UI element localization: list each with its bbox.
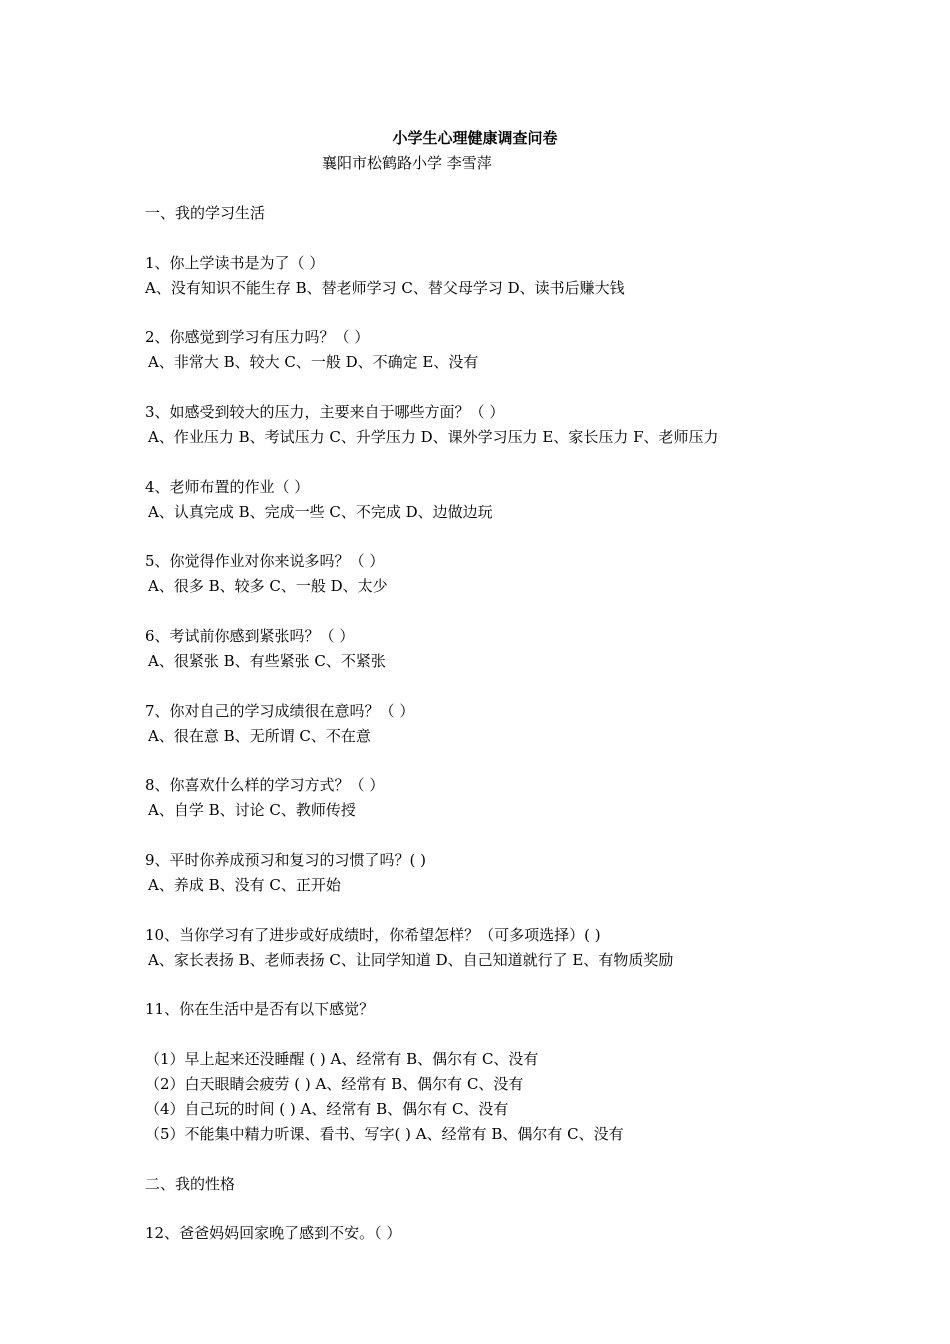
question-5: 5、你觉得作业对你来说多吗？（ ） — [145, 552, 385, 570]
question-12: 12、爸爸妈妈回家晚了感到不安。（ ） — [145, 1224, 402, 1242]
question-10-options: A、家长表扬 B、老师表扬 C、让同学知道 D、自己知道就行了 E、有物质奖励 — [148, 951, 674, 969]
question-11-item-2: （2）白天眼睛会疲劳 ( ) A、经常有 B、偶尔有 C、没有 — [145, 1075, 524, 1093]
document-subtitle: 襄阳市松鹤路小学 李雪萍 — [322, 154, 492, 172]
question-3-options: A、作业压力 B、考试压力 C、升学压力 D、课外学习压力 E、家长压力 F、老师压力 — [148, 428, 719, 446]
question-11-item-4: （4）自己玩的时间 ( ) A、经常有 B、偶尔有 C、没有 — [145, 1100, 509, 1118]
question-11-item-5: （5）不能集中精力听课、看书、写字( ) A、经常有 B、偶尔有 C、没有 — [145, 1125, 624, 1143]
section-heading-1: 一、我的学习生活 — [145, 204, 266, 222]
question-7: 7、你对自己的学习成绩很在意吗？（ ） — [145, 702, 415, 720]
question-11-item-1: （1）早上起来还没睡醒 ( ) A、经常有 B、偶尔有 C、没有 — [145, 1050, 539, 1068]
question-3: 3、如感受到较大的压力，主要来自于哪些方面？（ ） — [145, 403, 505, 421]
question-1: 1、你上学读书是为了（ ） — [145, 254, 325, 272]
question-9-options: A、养成 B、没有 C、正开始 — [148, 876, 341, 894]
question-2: 2、你感觉到学习有压力吗？（ ） — [145, 328, 370, 346]
document-title: 小学生心理健康调查问卷 — [392, 129, 558, 147]
question-4: 4、老师布置的作业（ ） — [145, 478, 310, 496]
question-7-options: A、很在意 B、无所谓 C、不在意 — [148, 727, 371, 745]
question-2-options: A、非常大 B、较大 C、一般 D、不确定 E、没有 — [148, 353, 479, 371]
question-5-options: A、很多 B、较多 C、一般 D、太少 — [148, 577, 388, 595]
question-11: 11、你在生活中是否有以下感觉？ — [145, 1000, 375, 1018]
question-8: 8、你喜欢什么样的学习方式？（ ） — [145, 776, 385, 794]
question-6: 6、考试前你感到紧张吗？（ ） — [145, 627, 355, 645]
section-heading-2: 二、我的性格 — [145, 1175, 236, 1193]
question-8-options: A、自学 B、讨论 C、教师传授 — [148, 801, 356, 819]
question-1-options: A、没有知识不能生存 B、替老师学习 C、替父母学习 D、读书后赚大钱 — [145, 279, 625, 297]
question-9: 9、平时你养成预习和复习的习惯了吗？( ) — [145, 851, 427, 869]
question-4-options: A、认真完成 B、完成一些 C、不完成 D、边做边玩 — [148, 503, 493, 521]
question-10: 10、当你学习有了进步或好成绩时，你希望怎样？（可多项选择）( ) — [145, 926, 601, 944]
question-6-options: A、很紧张 B、有些紧张 C、不紧张 — [148, 652, 386, 670]
